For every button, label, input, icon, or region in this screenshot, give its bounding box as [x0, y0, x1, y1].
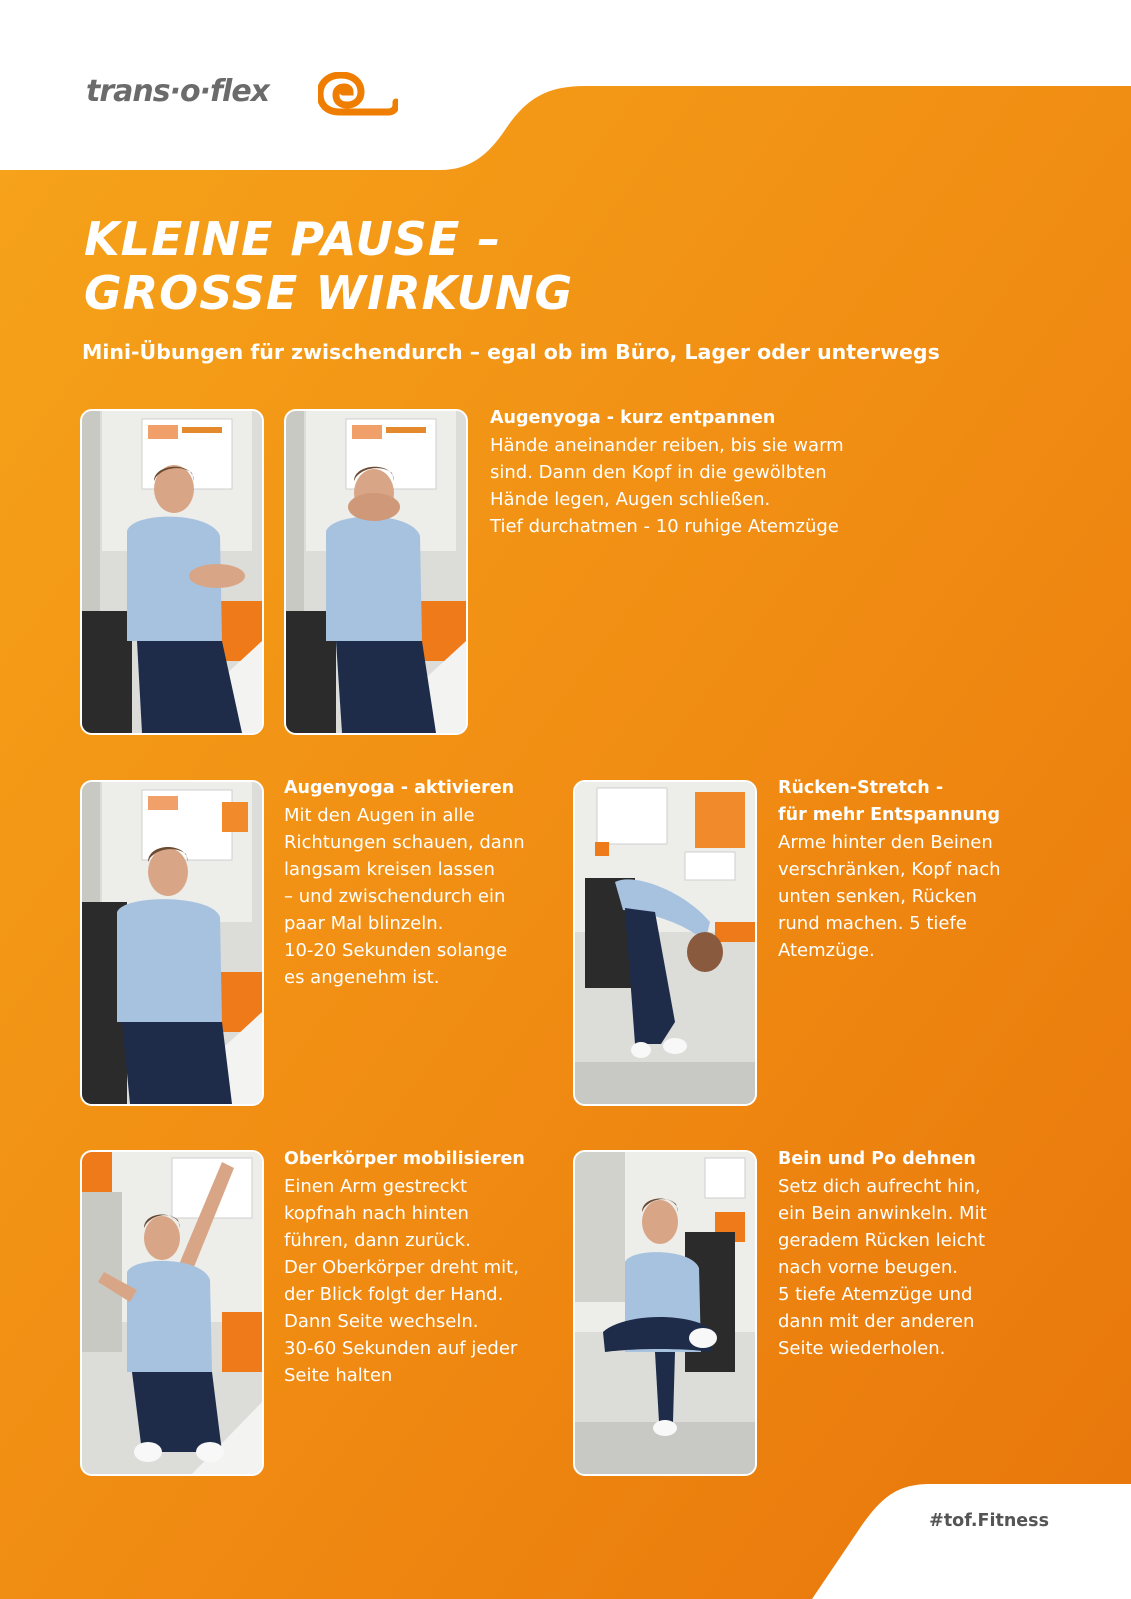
exercise-line: ein Bein anwinkeln. Mit: [778, 1203, 987, 1224]
exercise-line: langsam kreisen lassen: [284, 859, 495, 880]
exercise-line: – und zwischendurch ein: [284, 886, 506, 907]
photo-seated-leg-cross: [573, 1150, 757, 1476]
exercise-eye-yoga-activate: [284, 775, 554, 991]
exercise-title-line-1: Rücken-Stretch -: [778, 778, 944, 798]
exercise-line: nach vorne beugen.: [778, 1257, 958, 1278]
exercise-line: es angenehm ist.: [284, 967, 440, 988]
exercise-line: 10-20 Sekunden solange: [284, 940, 508, 961]
exercise-line: sind. Dann den Kopf in die gewölbten: [490, 462, 827, 483]
exercise-line: Hände aneinander reiben, bis sie warm: [490, 435, 844, 456]
exercise-line: 5 tiefe Atemzüge und: [778, 1284, 973, 1305]
exercise-line: Seite wiederholen.: [778, 1338, 946, 1359]
exercise-line: rund machen. 5 tiefe: [778, 913, 967, 934]
brand-logo-text: trans·o·flex: [86, 74, 270, 109]
page-title: [84, 212, 784, 320]
exercise-title: Oberkörper mobilisieren: [284, 1149, 525, 1169]
exercise-line: Atemzüge.: [778, 940, 875, 961]
exercise-description: [778, 1173, 1068, 1362]
exercise-title: Bein und Po dehnen: [778, 1149, 976, 1169]
exercise-line: Hände legen, Augen schließen.: [490, 489, 771, 510]
exercise-leg-glute-stretch: [778, 1146, 1068, 1362]
brand-logo: [86, 70, 406, 120]
exercise-description: [284, 802, 554, 991]
photo-rubbing-hands: [80, 409, 264, 735]
exercise-title: Augenyoga - aktivieren: [284, 778, 515, 798]
footer-hashtag: #tof.Fitness: [929, 1511, 1049, 1531]
exercise-line: Setz dich aufrecht hin,: [778, 1176, 981, 1197]
exercise-line: unten senken, Rücken: [778, 886, 977, 907]
exercise-line: 30-60 Sekunden auf jeder: [284, 1338, 518, 1359]
exercise-title: Augenyoga - kurz entpannen: [490, 408, 776, 428]
exercise-description: [778, 829, 1068, 964]
exercise-line: geradem Rücken leicht: [778, 1230, 986, 1251]
photo-palming-eyes: [284, 409, 468, 735]
exercise-line: verschränken, Kopf nach: [778, 859, 1001, 880]
exercise-line: kopfnah nach hinten: [284, 1203, 469, 1224]
exercise-line: Arme hinter den Beinen: [778, 832, 993, 853]
exercise-line: der Blick folgt der Hand.: [284, 1284, 504, 1305]
photo-seated-arm-reach: [80, 1150, 264, 1476]
exercise-line: paar Mal blinzeln.: [284, 913, 444, 934]
page-title-line-1: KLEINE PAUSE –: [84, 212, 502, 266]
exercise-line: Richtungen schauen, dann: [284, 832, 525, 853]
exercise-description: [284, 1173, 564, 1389]
photo-seated-looking: [80, 780, 264, 1106]
exercise-eye-yoga-relax: [490, 405, 890, 540]
page-title-line-2: GROSSE WIRKUNG: [84, 266, 574, 320]
page-subtitle: Mini-Übungen für zwischendurch – egal ob im Büro, Lager oder unterwegs: [82, 340, 940, 364]
exercise-line: Seite halten: [284, 1365, 393, 1386]
exercise-line: Dann Seite wechseln.: [284, 1311, 479, 1332]
exercise-line: Mit den Augen in alle: [284, 805, 475, 826]
exercise-line: Einen Arm gestreckt: [284, 1176, 468, 1197]
exercise-line: führen, dann zurück.: [284, 1230, 471, 1251]
exercise-title-line-2: für mehr Entspannung: [778, 805, 1000, 825]
photo-standing-forward-bend: [573, 780, 757, 1106]
exercise-line: dann mit der anderen: [778, 1311, 975, 1332]
exercise-line: Tief durchatmen - 10 ruhige Atemzüge: [490, 516, 839, 537]
exercise-upper-body-mobilize: [284, 1146, 564, 1389]
exercise-back-stretch: [778, 775, 1068, 964]
exercise-line: Der Oberkörper dreht mit,: [284, 1257, 519, 1278]
brand-swirl-icon: [318, 72, 398, 116]
exercise-description: [490, 432, 890, 540]
